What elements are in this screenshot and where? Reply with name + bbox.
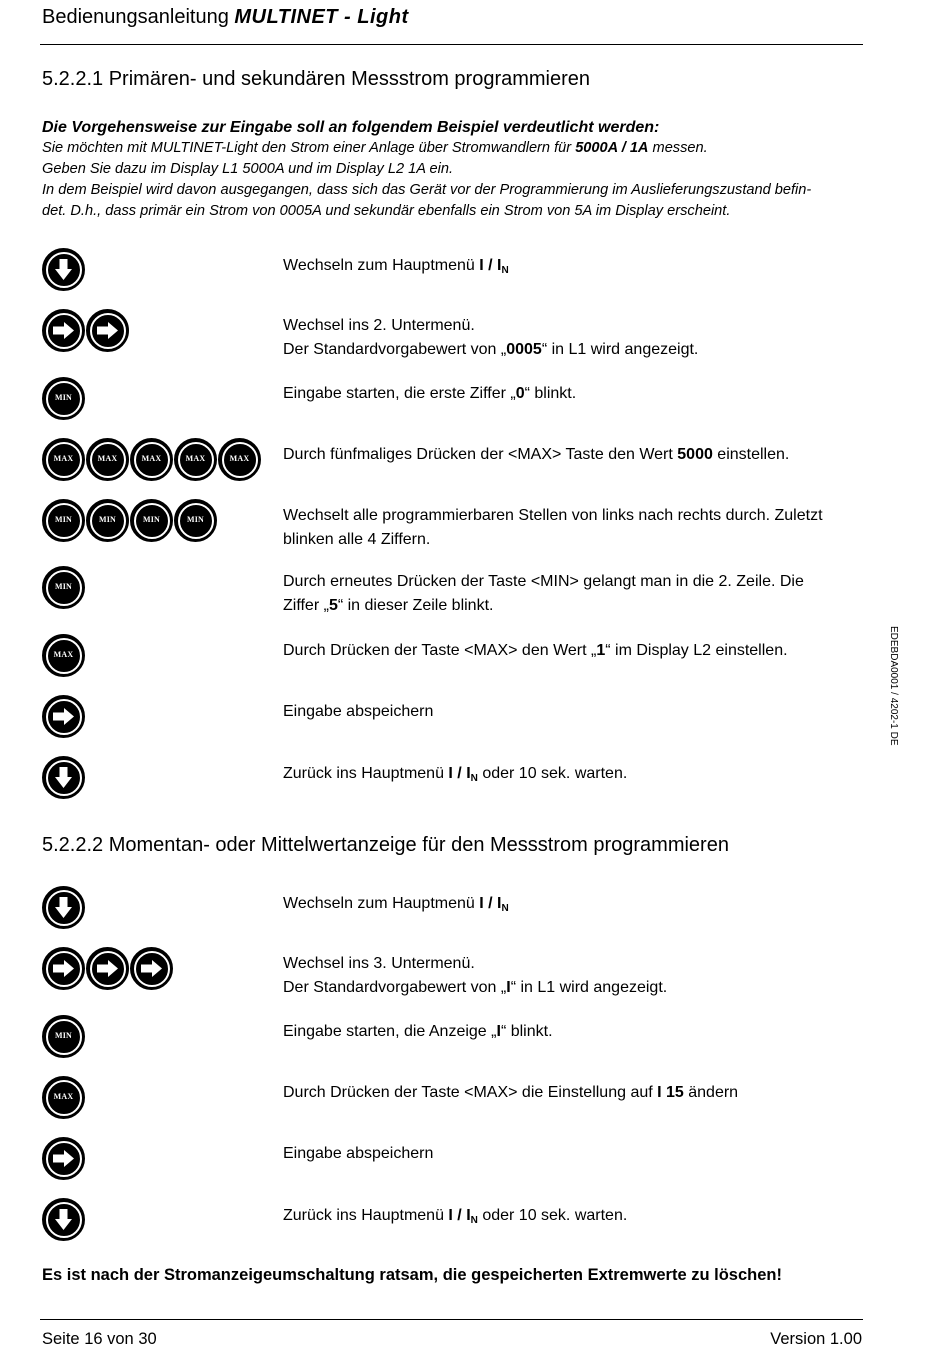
document-header <box>42 6 409 29</box>
arrow-down-key <box>42 756 85 799</box>
arrow-down-key <box>42 886 85 929</box>
footer-divider <box>40 1319 863 1320</box>
min-label: MIN <box>54 515 73 524</box>
arrow-right-key <box>86 309 129 352</box>
min-label: MIN <box>142 515 161 524</box>
warning-note: Es ist nach der Stromanzeigeumschaltung ratsam, die gespeicherten Extremwerte zu löschen! <box>42 1266 782 1284</box>
max-key <box>42 1076 85 1119</box>
step-text: Eingabe abspeichern <box>283 703 434 720</box>
max-key <box>86 438 129 481</box>
step-keys <box>42 756 85 800</box>
step-keys <box>42 695 85 739</box>
arrow-right-icon <box>88 949 127 988</box>
step-keys <box>42 886 85 930</box>
intro-line-1: Sie möchten mit MULTINET-Light den Strom einer Anlage über Stromwandlern für 5000A / 1A messen. <box>42 140 708 156</box>
step-keys <box>42 309 129 353</box>
step-keys <box>42 1076 85 1120</box>
min-key <box>42 499 85 542</box>
arrow-right-icon <box>44 949 83 988</box>
max-label: MAX <box>53 650 74 659</box>
max-label: MAX <box>53 454 74 463</box>
step-keys <box>42 1198 85 1242</box>
max-label: MAX <box>53 1092 74 1101</box>
max-label: MAX <box>185 454 206 463</box>
step-keys <box>42 1015 85 1059</box>
step-text: Wechsel ins 3. Untermenü. Der Standardvorgabewert von „I“ in L1 wird angezeigt. <box>283 955 668 996</box>
intro-paragraph <box>42 117 872 222</box>
max-key <box>174 438 217 481</box>
step-text: Eingabe starten, die erste Ziffer „0“ blinkt. <box>283 385 577 402</box>
header-divider <box>40 44 863 45</box>
step-text: Durch fünfmaliges Drücken der <MAX> Taste den Wert 5000 einstellen. <box>283 446 790 463</box>
arrow-down-key <box>42 1198 85 1241</box>
arrow-down-icon <box>44 758 83 797</box>
min-key <box>174 499 217 542</box>
section-heading-2: 5.2.2.2 Momentan- oder Mittelwertanzeige für den Messstrom programmieren <box>42 834 729 856</box>
intro-lead: Die Vorgehensweise zur Eingabe soll an folgendem Beispiel verdeutlicht werden: <box>42 119 660 136</box>
max-label: MAX <box>97 454 118 463</box>
max-key <box>42 438 85 481</box>
min-label: MIN <box>54 393 73 402</box>
arrow-right-key <box>86 947 129 990</box>
intro-line-4: det. D.h., dass primär ein Strom von 0005A und sekundär ebenfalls ein Strom von 5A im Display erscheint. <box>42 203 731 219</box>
min-label: MIN <box>54 582 73 591</box>
arrow-right-icon <box>44 697 83 736</box>
step-text: Durch Drücken der Taste <MAX> den Wert „1“ im Display L2 einstellen. <box>283 642 788 659</box>
arrow-right-icon <box>88 311 127 350</box>
arrow-right-icon <box>44 311 83 350</box>
step-keys <box>42 377 85 421</box>
min-label: MIN <box>186 515 205 524</box>
arrow-down-icon <box>44 1200 83 1239</box>
min-key <box>42 566 85 609</box>
max-key <box>218 438 261 481</box>
step-text: Eingabe starten, die Anzeige „I“ blinkt. <box>283 1023 553 1040</box>
step-text: Durch Drücken der Taste <MAX> die Einstellung auf I 15 ändern <box>283 1084 739 1101</box>
version-label: Version 1.00 <box>770 1330 862 1348</box>
step-keys <box>42 634 85 678</box>
max-label: MAX <box>141 454 162 463</box>
arrow-right-key <box>42 1137 85 1180</box>
arrow-right-key <box>130 947 173 990</box>
section-heading-1: 5.2.2.1 Primären- und sekundären Messstrom programmieren <box>42 68 591 90</box>
arrow-right-icon <box>44 1139 83 1178</box>
step-text: Durch erneutes Drücken der Taste <MIN> gelangt man in die 2. Zeile. Die Ziffer „5“ in dieser Zeile blinkt. <box>283 573 804 614</box>
step-keys <box>42 248 85 292</box>
min-key <box>86 499 129 542</box>
max-key <box>130 438 173 481</box>
step-text: Wechselt alle programmierbaren Stellen von links nach rechts durch. Zuletzt blinken alle 4 Ziffern. <box>283 507 823 548</box>
arrow-right-icon <box>132 949 171 988</box>
step-text: Zurück ins Hauptmenü I / $I_N$ oder 10 sek. warten. <box>283 1207 628 1226</box>
step-text: Zurück ins Hauptmenü I / $I_N$ oder 10 sek. warten. <box>283 765 628 784</box>
header-title: Bedienungsanleitung <box>42 6 229 28</box>
min-key <box>42 1015 85 1058</box>
arrow-down-key <box>42 248 85 291</box>
step-text: Wechsel ins 2. Untermenü. Der Standardvorgabewert von „0005“ in L1 wird angezeigt. <box>283 317 699 358</box>
step-keys <box>42 499 217 543</box>
min-key <box>42 377 85 420</box>
min-label: MIN <box>98 515 117 524</box>
intro-line-2: Geben Sie dazu im Display L1 5000A und im Display L2 1A ein. <box>42 161 454 177</box>
page-number: Seite 16 von 30 <box>42 1330 157 1348</box>
arrow-down-icon <box>44 888 83 927</box>
step-keys <box>42 438 261 482</box>
arrow-right-key <box>42 695 85 738</box>
step-keys <box>42 947 173 991</box>
arrow-right-key <box>42 947 85 990</box>
step-text: Wechseln zum Hauptmenü I / $I_N$ <box>283 895 509 914</box>
step-text: Wechseln zum Hauptmenü I / $I_N$ <box>283 257 509 276</box>
header-product: MULTINET - Light <box>234 6 409 28</box>
step-keys <box>42 1137 85 1181</box>
document-code: EDEBDA0001 / 4202-1 DE <box>888 626 899 746</box>
step-text: Eingabe abspeichern <box>283 1145 434 1162</box>
arrow-right-key <box>42 309 85 352</box>
arrow-down-icon <box>44 250 83 289</box>
max-key <box>42 634 85 677</box>
min-key <box>130 499 173 542</box>
max-label: MAX <box>229 454 250 463</box>
intro-line-3: In dem Beispiel wird davon ausgegangen, dass sich das Gerät vor der Programmierung im Auslieferungszustand befin- <box>42 182 812 198</box>
min-label: MIN <box>54 1031 73 1040</box>
step-keys <box>42 566 85 610</box>
